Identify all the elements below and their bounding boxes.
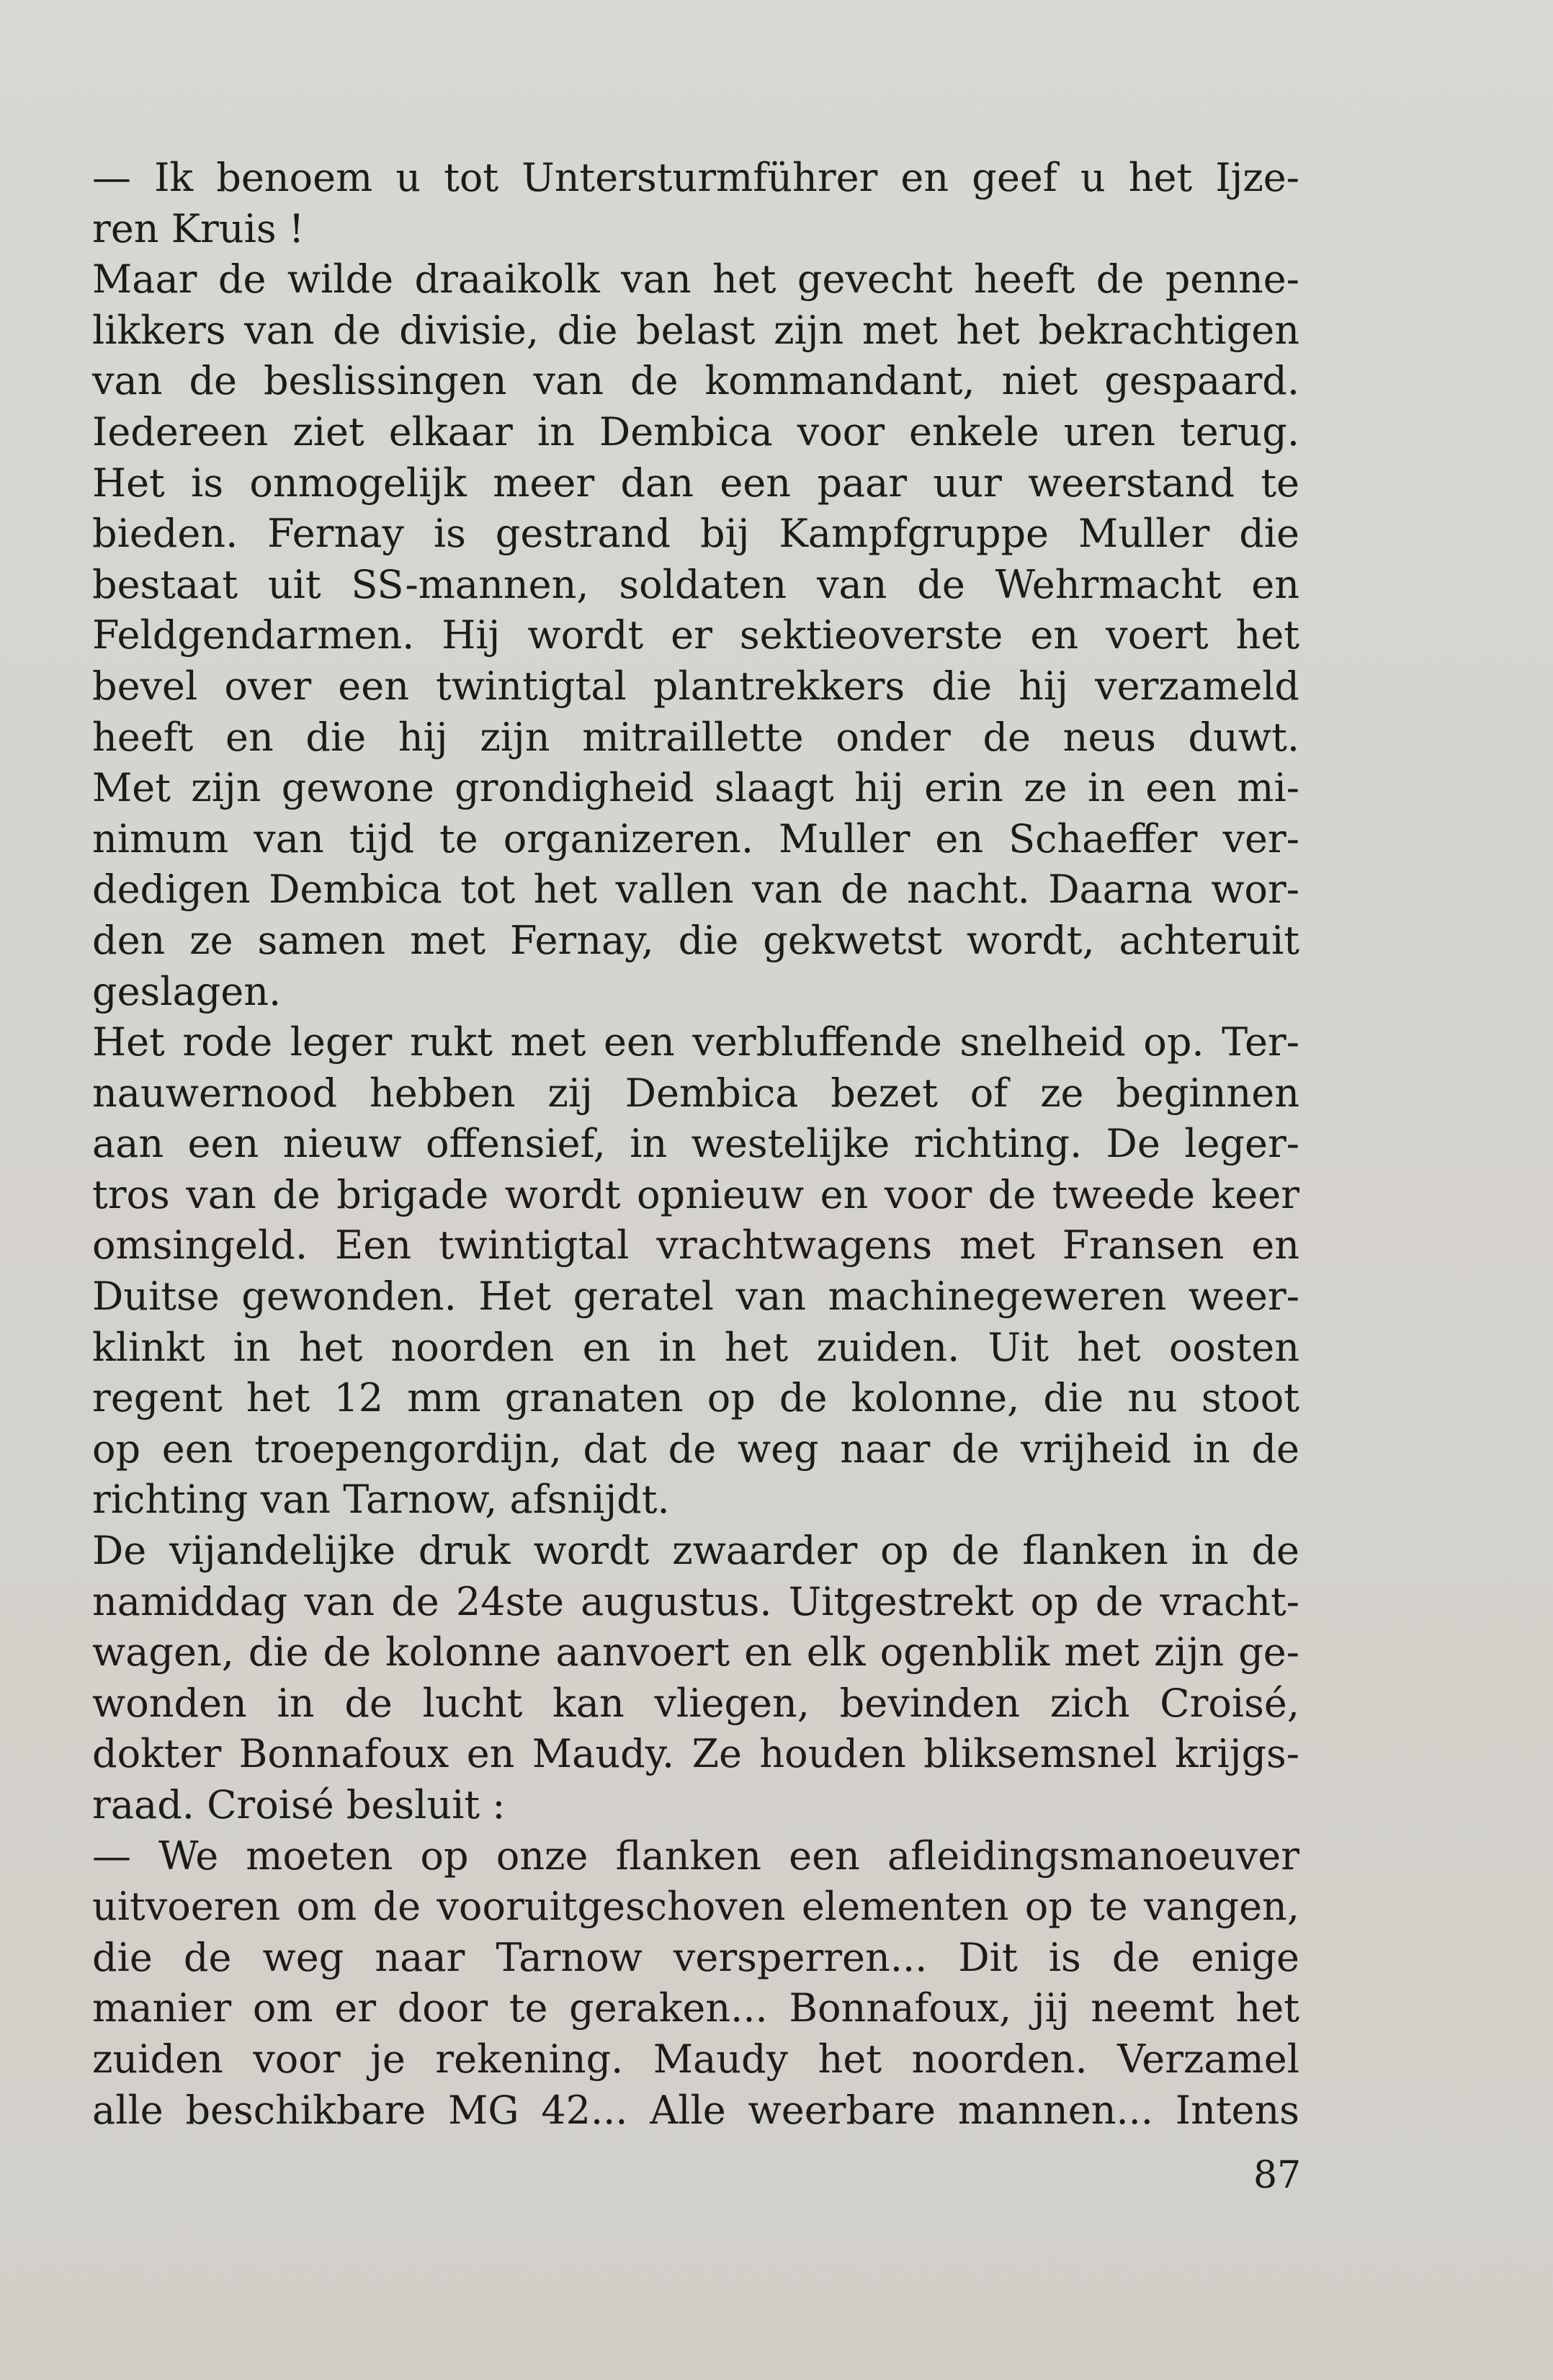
text-line: uitvoeren om de vooruitgeschoven elementen op te vangen, — [92, 1884, 1299, 1930]
text-line: nauwernood hebben zij Dembica bezet of ze beginnen — [92, 1070, 1299, 1116]
text-line: die de weg naar Tarnow versperren... Dit is de enige — [92, 1934, 1299, 1980]
text-line: ren Kruis ! — [92, 205, 305, 251]
text-line: Het rode leger rukt met een verbluffende snelheid op. Ter- — [92, 1019, 1299, 1065]
text-line: omsingeld. Een twintigtal vrachtwagens met Fransen en — [92, 1222, 1299, 1269]
text-line: bestaat uit SS-mannen, soldaten van de Wehrmacht en — [92, 561, 1299, 607]
text-line: alle beschikbare MG 42... Alle weerbare mannen... Intens — [92, 2087, 1299, 2133]
text-line: Het is onmogelijk meer dan een paar uur weerstand te — [92, 460, 1299, 506]
page-number: 87 — [1253, 2154, 1302, 2197]
text-line: wonden in de lucht kan vliegen, bevinden zich Croisé, — [92, 1680, 1299, 1726]
text-line: heeft en die hij zijn mitraillette onder de neus duwt. — [92, 714, 1299, 760]
text-line: van de beslissingen van de kommandant, niet gespaard. — [92, 358, 1299, 404]
text-line: dokter Bonnafoux en Maudy. Ze houden bliksemsnel krijgs- — [92, 1731, 1299, 1777]
text-line: richting van Tarnow, afsnijdt. — [92, 1477, 670, 1523]
text-line: op een troepengordijn, dat de weg naar de vrijheid in de — [92, 1426, 1299, 1472]
text-line: — Ik benoem u tot Untersturmführer en geef u het Ijze- — [92, 155, 1299, 200]
text-line: namiddag van de 24ste augustus. Uitgestrekt op de vracht- — [92, 1578, 1299, 1624]
text-line: Duitse gewonden. Het geratel van machinegeweren weer- — [92, 1274, 1299, 1320]
text-line: likkers van de divisie, die belast zijn met het bekrachtigen — [92, 307, 1299, 353]
text-line: regent het 12 mm granaten op de kolonne, die nu stoot — [92, 1375, 1299, 1421]
text-line: Maar de wilde draaikolk van het gevecht heeft de penne- — [92, 256, 1299, 303]
text-line: dedigen Dembica tot het vallen van de nacht. Daarna wor- — [92, 867, 1299, 913]
text-line: bieden. Fernay is gestrand bij Kampfgruppe Muller die — [92, 511, 1299, 557]
text-line: Met zijn gewone grondigheid slaagt hij erin ze in een mi- — [92, 765, 1299, 811]
text-line: bevel over een twintigtal plantrekkers die hij verzameld — [92, 663, 1299, 709]
text-line: De vijandelijke druk wordt zwaarder op de flanken in de — [92, 1528, 1299, 1574]
text-line: tros van de brigade wordt opnieuw en voor de tweede keer — [92, 1171, 1299, 1217]
text-line: Feldgendarmen. Hij wordt er sektieoverste en voert het — [92, 612, 1299, 658]
text-line: manier om er door te geraken... Bonnafoux, jij neemt het — [92, 1985, 1299, 2031]
text-line: den ze samen met Fernay, die gekwetst wordt, achteruit — [92, 917, 1299, 963]
text-line: klinkt in het noorden en in het zuiden. Uit het oosten — [92, 1324, 1299, 1370]
text-line: wagen, die de kolonne aanvoert en elk ogenblik met zijn ge- — [92, 1629, 1299, 1676]
text-line: nimum van tijd te organizeren. Muller en Schaeffer ver- — [92, 815, 1299, 862]
text-line: aan een nieuw offensief, in westelijke richting. De leger- — [92, 1121, 1299, 1167]
text-line: Iedereen ziet elkaar in Dembica voor enkele uren terug. — [92, 408, 1299, 455]
body-text — [92, 153, 1299, 2136]
text-line: — We moeten op onze flanken een afleidingsmanoeuver — [92, 1833, 1299, 1879]
text-line: zuiden voor je rekening. Maudy het noorden. Verzamel — [92, 2036, 1299, 2082]
text-line: geslagen. — [92, 968, 282, 1014]
text-line: raad. Croisé besluit : — [92, 1782, 506, 1828]
